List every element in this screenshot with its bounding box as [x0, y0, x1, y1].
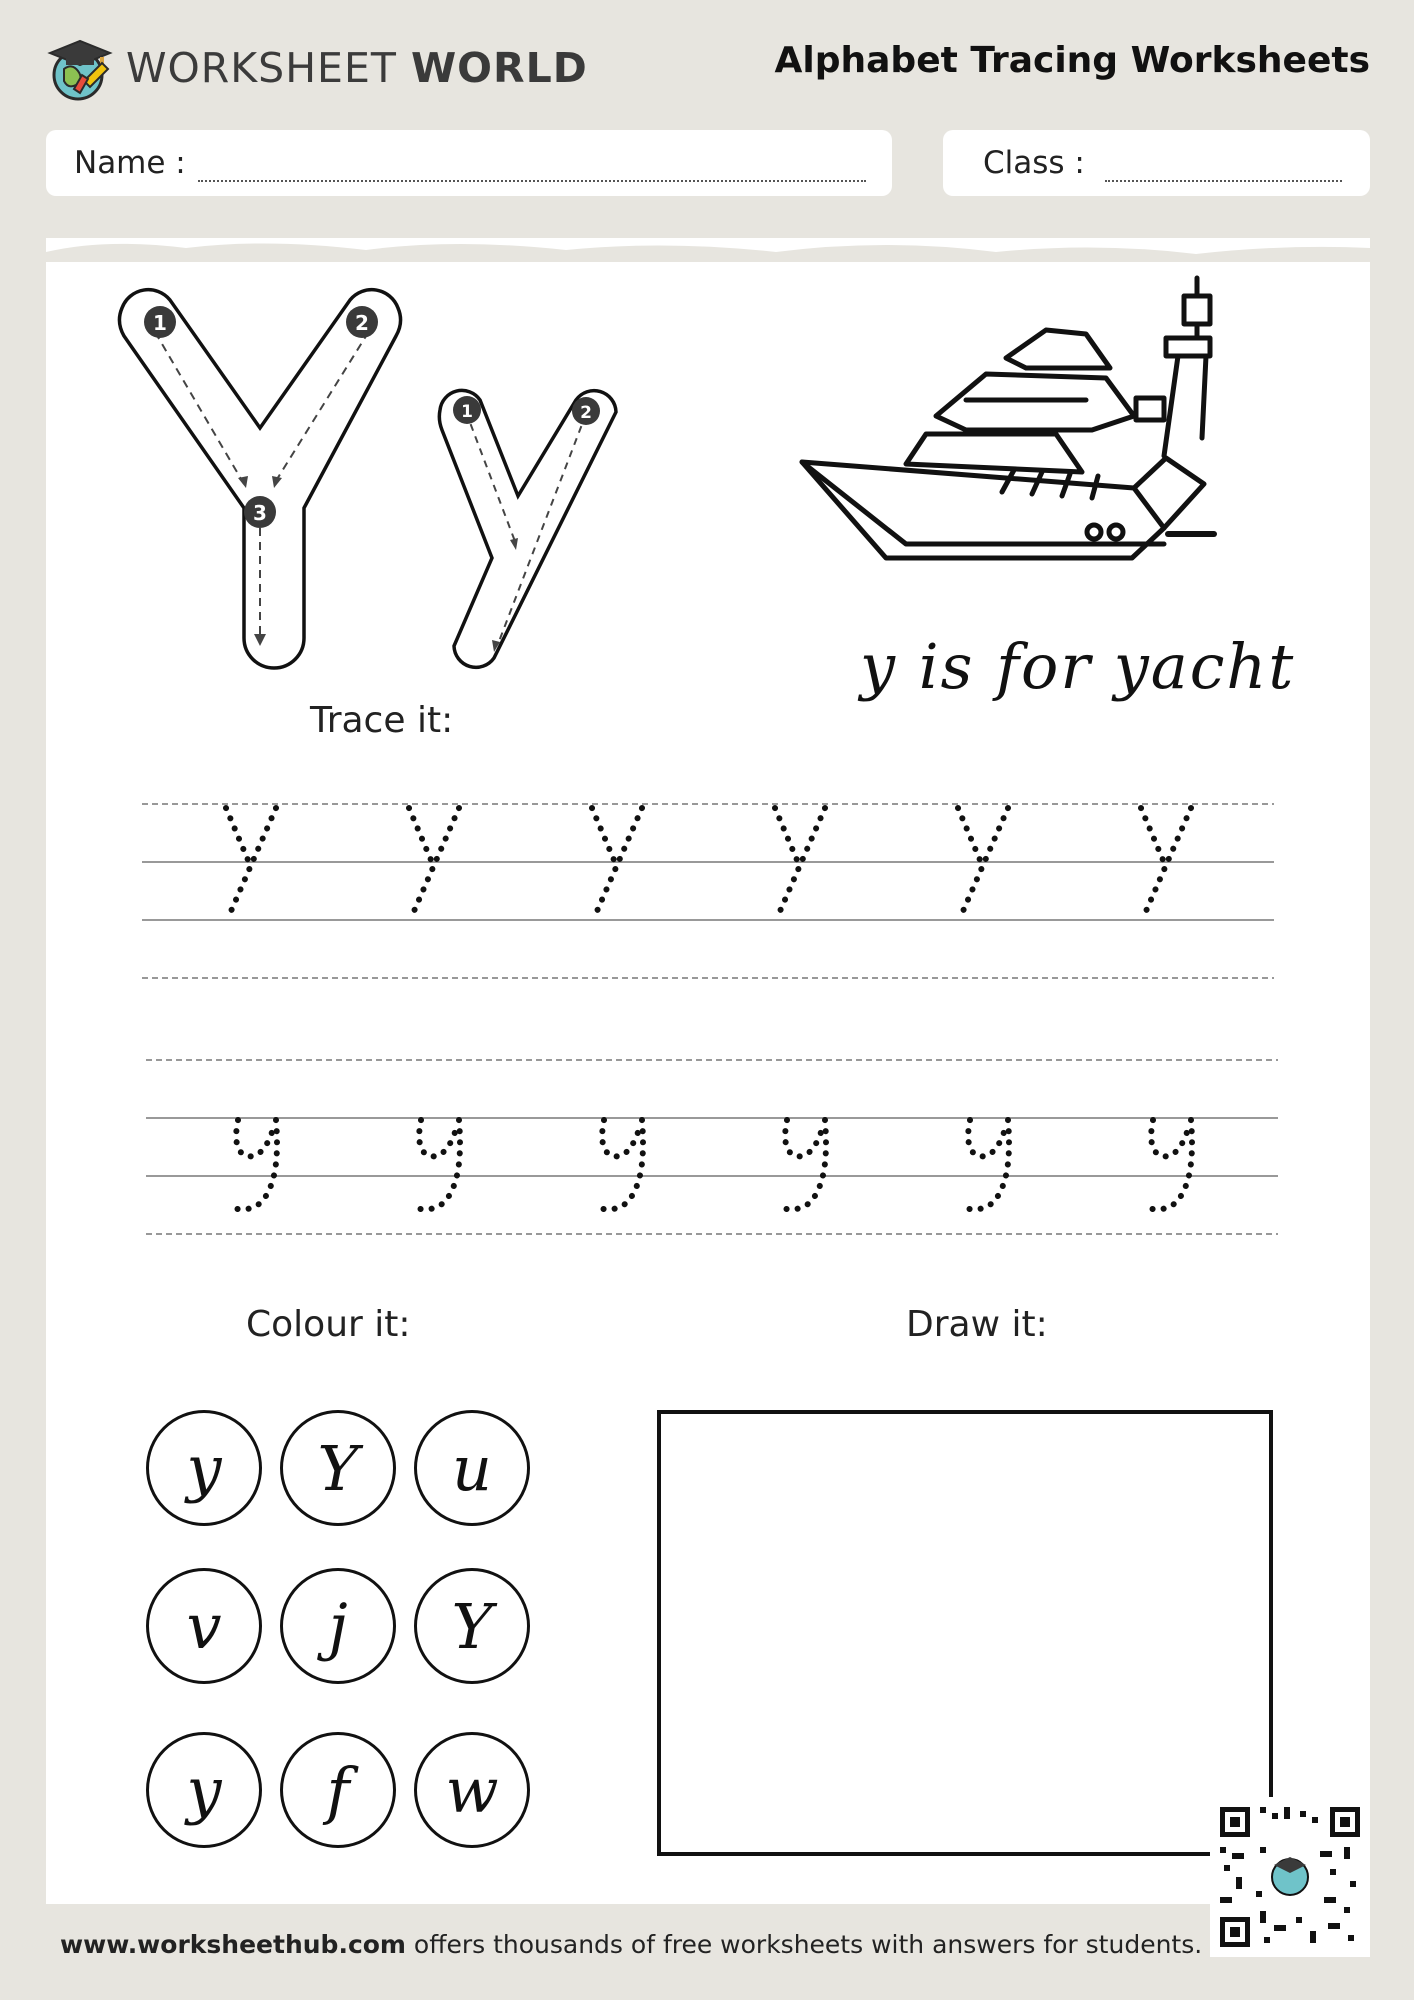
- upper-stroke-1: 1: [153, 311, 167, 335]
- colour-circle[interactable]: f: [280, 1732, 396, 1848]
- class-line: [1105, 180, 1342, 182]
- upper-stroke-3: 3: [253, 501, 267, 525]
- trace-guidelines-row-2: [146, 1060, 1278, 1234]
- lower-stroke-2: 2: [580, 403, 592, 423]
- name-label: Name :: [74, 145, 186, 181]
- footer-site-link[interactable]: www.worksheethub.com: [60, 1930, 406, 1959]
- colour-circle[interactable]: w: [414, 1732, 530, 1848]
- colour-circle[interactable]: y: [146, 1410, 262, 1526]
- graduation-globe-icon: [44, 31, 118, 105]
- trace-guidelines-row-1: [142, 804, 1274, 978]
- name-line: [198, 180, 866, 182]
- brand: [44, 28, 588, 108]
- colour-circle[interactable]: y: [146, 1732, 262, 1848]
- draw-label: Draw it:: [906, 1304, 1048, 1345]
- page-title: Alphabet Tracing Worksheets: [774, 40, 1370, 81]
- picture-caption: y is for yacht: [860, 630, 1296, 703]
- colour-circle[interactable]: v: [146, 1568, 262, 1684]
- colour-circle[interactable]: j: [280, 1568, 396, 1684]
- lowercase-letter-outline: [439, 390, 616, 667]
- uppercase-letter-outline: [119, 290, 400, 668]
- brand-name-light: WORKSHEET: [126, 44, 397, 92]
- colour-label: Colour it:: [246, 1304, 411, 1345]
- name-field[interactable]: [46, 130, 892, 196]
- footer-description: offers thousands of free worksheets with answers for students.: [405, 1930, 1203, 1959]
- colour-circle[interactable]: Y: [280, 1410, 396, 1526]
- lower-stroke-1: 1: [461, 402, 473, 422]
- qr-code-icon: [1210, 1797, 1370, 1957]
- colour-circle[interactable]: Y: [414, 1568, 530, 1684]
- draw-box[interactable]: [657, 1410, 1273, 1856]
- yacht-icon: [802, 278, 1214, 558]
- class-label: Class :: [983, 145, 1085, 181]
- trace-glyphs-row-2: [232, 1120, 1192, 1209]
- footer-text: [60, 1930, 1202, 1959]
- brand-name-bold: WORLD: [410, 44, 588, 92]
- colour-circle[interactable]: u: [414, 1410, 530, 1526]
- upper-stroke-2: 2: [355, 311, 369, 335]
- brand-name: [126, 44, 588, 92]
- trace-label: Trace it:: [310, 700, 454, 741]
- class-field[interactable]: [943, 130, 1370, 196]
